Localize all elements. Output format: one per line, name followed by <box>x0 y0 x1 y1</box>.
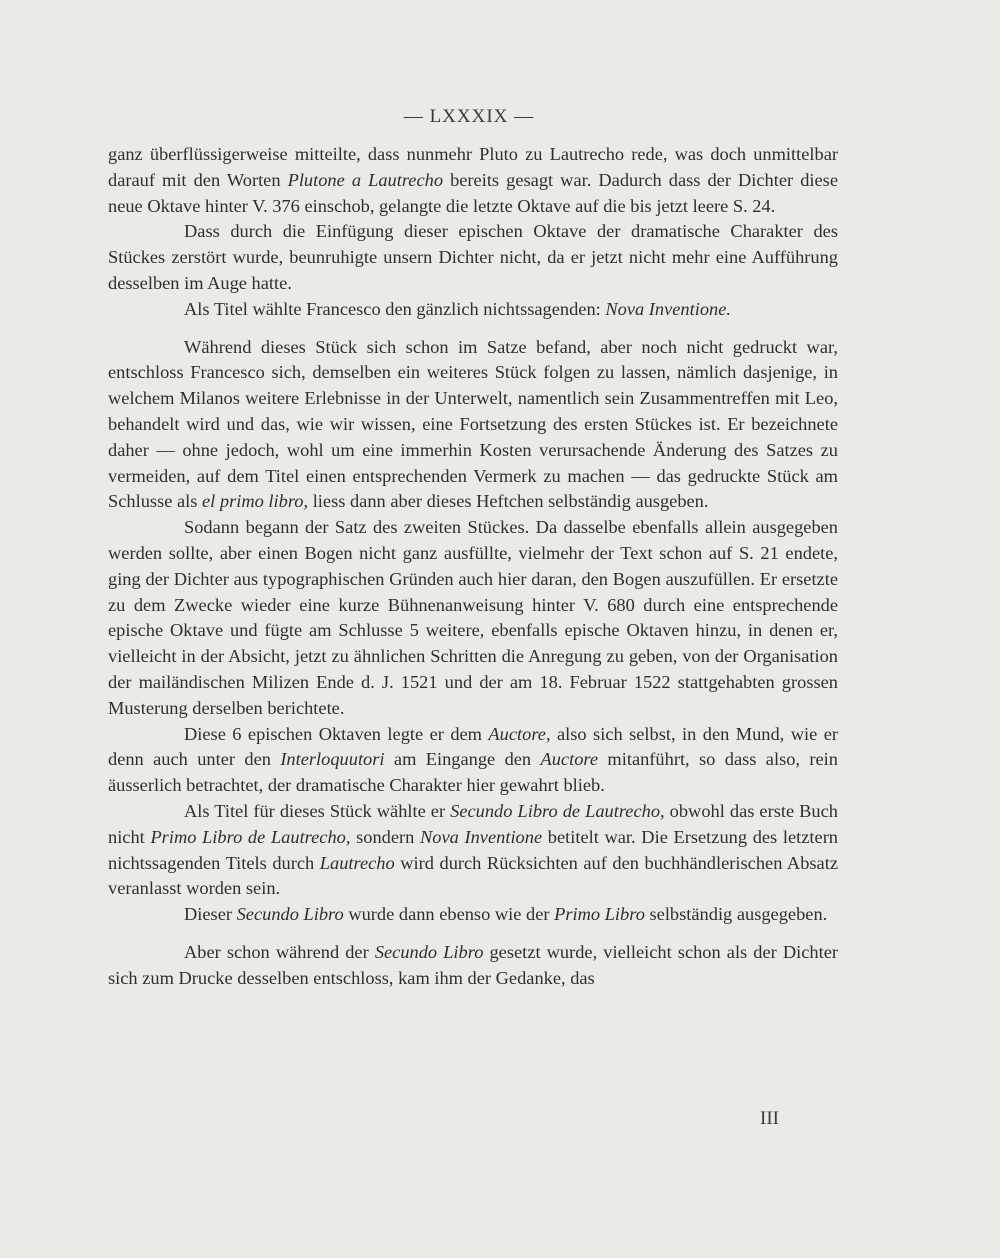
italic-title-text: Nova Inventione <box>420 826 543 847</box>
paragraph-text: Als Titel für dieses Stück wählte er <box>184 800 451 821</box>
italic-title-text: Primo Libro <box>554 904 645 925</box>
paragraph-text: wurde dann ebenso wie der <box>343 904 555 925</box>
paragraph <box>108 297 838 323</box>
italic-title-text: Lautrecho <box>319 852 395 873</box>
italic-title-text: Plutone a Lautrecho <box>287 169 444 190</box>
paragraph <box>108 799 838 902</box>
paragraph-text: bereits gesagt war. Dadurch dass der Dichter diese neue Oktave hinter V. 376 einschob, gelangte die letzte Oktave auf die bis jetzt leere S. 24. <box>108 169 838 216</box>
paragraph <box>108 515 838 721</box>
paragraph-text: Sodann begann der Satz des zweiten Stückes. Da dasselbe ebenfalls allein ausgegeben werden sollte, aber einen Bogen nicht ganz ausfüllte, vielmehr der Text schon auf S. 21 endete, ging der Dichter aus typographischen Gründen auch hier daran, den Bogen auszufüllen. Er ersetzte zu dem Zwecke wieder eine kurze Bühnenanweisung hinter V. 680 durch eine entsprechende epische Oktave und fügte am Schlusse 5 weitere, ebenfalls epische Oktaven hinzu, in denen er, vielleicht in der Absicht, jetzt zu ähnlichen Schritten die Anregung zu geben, von der Organisation der mailändischen Milizen Ende d. J. 1521 und der am 18. Februar 1522 stattgehabten grossen Musterung derselben berichtete. <box>108 517 838 718</box>
paragraph-text: sondern <box>350 826 421 847</box>
italic-title-text: el primo libro, <box>202 491 309 512</box>
page-number-header: — LXXXIX — <box>403 106 535 127</box>
italic-title-text: Auctore, <box>488 723 551 744</box>
paragraph <box>108 940 838 992</box>
paragraph-text: mitanführt, so dass also, rein äusserlich betrachtet, der dramatische Charakter hier gewahrt blieb. <box>108 749 838 796</box>
paragraph-text: am Eingange den <box>384 749 541 770</box>
italic-title-text: Secundo Libro de Lautrecho, <box>450 800 665 821</box>
paragraph-text: Dieser <box>184 904 237 925</box>
paragraph-text: ganz überflüssigerweise mitteilte, dass nunmehr Pluto zu Lautrecho rede, was doch unmittelbar darauf mit den Worten <box>108 144 838 190</box>
paragraph <box>108 219 838 296</box>
body-text <box>108 142 838 992</box>
paragraph-text: obwohl das erste Buch nicht <box>108 800 838 847</box>
paragraph-text: selbständig ausgegeben. <box>644 904 828 925</box>
italic-title-text: Primo Libro de Lautrecho, <box>150 826 351 847</box>
paragraph <box>108 335 838 516</box>
italic-title-text: Nova Inventione. <box>605 298 731 319</box>
paragraph-text: Dass durch die Einfügung dieser epischen Oktave der dramatische Charakter des Stückes zerstört wurde, beunruhigte unsern Dichter nicht, da er jetzt nicht mehr eine Aufführung desselben im Auge hatte. <box>108 221 838 293</box>
italic-title-text: Interloquutori <box>280 749 385 770</box>
italic-title-text: Secundo Libro <box>374 941 484 962</box>
italic-title-text: Secundo Libro <box>236 904 344 925</box>
paragraph-text: Als Titel wählte Francesco den gänzlich nichtssagenden: <box>184 298 606 319</box>
paragraph-text: also sich selbst, in den Mund, wie er denn auch unter den <box>108 723 838 770</box>
paragraph <box>108 142 838 219</box>
signature-mark: III <box>760 1108 779 1129</box>
paragraph-text: Während dieses Stück sich schon im Satze befand, aber noch nicht gedruckt war, entschloss Francesco sich, demselben ein weiteres Stück folgen zu lassen, nämlich dasjenige, in welchem Milanos weitere Erlebnisse in der Unterwelt, namentlich sein Zusammentreffen mit Leo, behandelt wird und das, wie wir wissen, eine Fortsetzung des ersten Stückes ist. Er bezeichnete daher — ohne jedoch, wohl um eine immerhin Kosten verursachende Änderung des Satzes zu vermeiden, auf dem Titel einen entsprechenden Vermerk zu machen — das gedruckte Stück am Schlusse als <box>108 336 838 512</box>
paragraph-text: betitelt war. Die Ersetzung des letztern nichtssagenden Titels durch <box>108 826 839 873</box>
paragraph-text: gesetzt wurde, vielleicht schon als der Dichter sich zum Drucke desselben entschloss, kam ihm der Gedanke, das <box>108 941 839 988</box>
paragraph <box>108 722 838 799</box>
paragraph-text: Aber schon während der <box>184 941 375 962</box>
paragraph <box>108 902 838 928</box>
paragraph-text: liess dann aber dieses Heftchen selbständig ausgeben. <box>308 491 709 512</box>
paragraph-text: Diese 6 epischen Oktaven legte er dem <box>184 723 489 744</box>
italic-title-text: Auctore <box>540 749 599 770</box>
paragraph-text: wird durch Rücksichten auf den buchhändlerischen Absatz veranlasst worden sein. <box>108 852 838 899</box>
